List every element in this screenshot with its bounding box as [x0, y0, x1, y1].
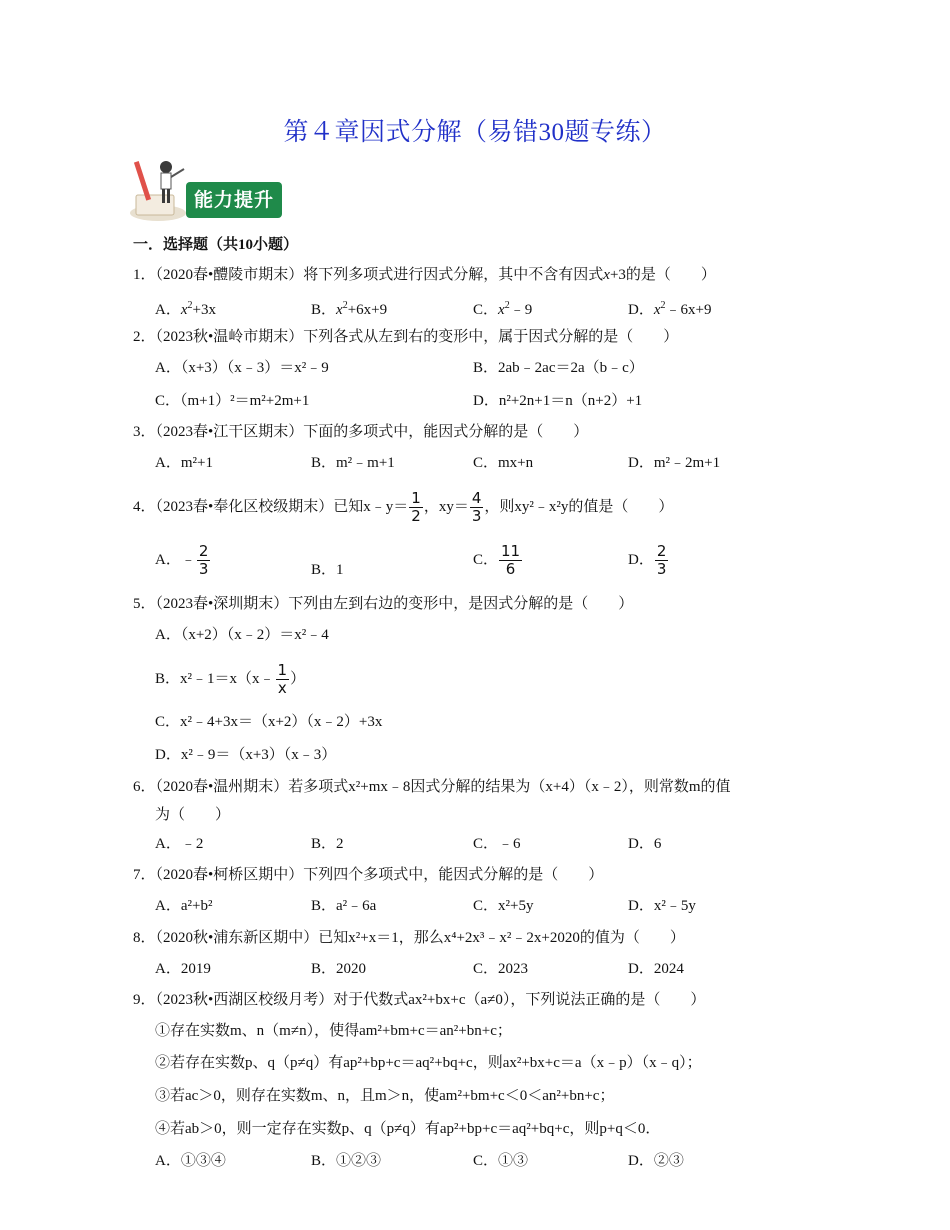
question-8-option-d: D．2024	[628, 961, 684, 977]
fraction-one-half: $\frac{1}{2}$	[411, 489, 421, 526]
question-9-option-b: B．①②③	[311, 1153, 382, 1169]
question-6-option-b: B．2	[311, 836, 344, 852]
question-1-option-a: A．$x^2+3x$	[155, 300, 216, 318]
page-title: 第４章因式分解（易错30题专练）	[283, 119, 667, 146]
question-6-option-c: C．﹣6	[473, 836, 521, 852]
question-9-option-d: D．②③	[628, 1153, 684, 1169]
question-4-option-d: D． $\frac{2}{3}$	[628, 542, 667, 579]
section-heading: 一．选择题（共10小题）	[133, 237, 299, 253]
question-3-option-d: D．m²﹣2m+1	[628, 455, 721, 471]
question-5-option-d: D．x²﹣9＝（x+3）（x﹣3）	[155, 747, 337, 763]
question-8-option-a: A．2019	[155, 961, 211, 977]
question-3-option-a: A．m²+1	[155, 455, 213, 471]
question-4-option-c: C． $\frac{11}{6}$	[473, 542, 521, 579]
question-4-option-b: B．1	[311, 562, 344, 578]
question-1-option-d: D．$x^2﹣6x+9$	[628, 300, 712, 318]
banner-label: 能力提升	[186, 182, 282, 218]
question-7-option-a: A．a²+b²	[155, 898, 213, 914]
question-7-stem: 7．（2020春•柯桥区期中）下列四个多项式中，能因式分解的是（ ）	[133, 867, 604, 883]
question-2-stem: 2．（2023秋•温岭市期末）下列各式从左到右的变形中，属于因式分解的是（ ）	[133, 329, 679, 345]
question-9-statement-2: ②若存在实数p、q（p≠q）有ap²+bp+c＝aq²+bq+c，则ax²+bx+c＝a（x﹣p）（x﹣q）；	[155, 1055, 702, 1071]
question-4-option-a: A．﹣ $\frac{2}{3}$	[155, 542, 209, 579]
question-3-option-b: B．m²﹣m+1	[311, 455, 395, 471]
question-9-option-a: A．①③④	[155, 1153, 226, 1169]
question-6-stem-cont: 为（ ）	[155, 807, 231, 823]
question-5-stem: 5．（2023春•深圳期末）下列由左到右边的变形中，是因式分解的是（ ）	[133, 596, 634, 612]
question-2-option-c: C．（m+1）²＝m²+2m+1	[155, 393, 310, 409]
question-1-stem: 1．（2020春•醴陵市期末）将下列多项式进行因式分解，其中不含有因式x+3的是（ ）	[133, 267, 716, 283]
fraction-four-thirds: $\frac{4}{3}$	[471, 489, 482, 526]
question-3-option-c: C．mx+n	[473, 455, 534, 471]
question-8-stem: 8．（2020秋•浦东新区期中）已知x²+x＝1，那么x⁴+2x³﹣x²﹣2x+2020的值为（ ）	[133, 930, 685, 946]
question-9-option-c: C．①③	[473, 1153, 529, 1169]
question-5-option-c: C．x²﹣4+3x＝（x+2）（x﹣2）+3x	[155, 714, 383, 730]
question-9-statement-3: ③若ac＞0，则存在实数m、n，且m＞n，使am²+bm+c＜0＜an²+bn+c；	[155, 1088, 615, 1104]
question-9-statement-4: ④若ab＞0，则一定存在实数p、q（p≠q）有ap²+bp+c＝aq²+bq+c，则p+q＜0．	[155, 1121, 661, 1137]
question-9-statement-1: ①存在实数m、n（m≠n），使得am²+bm+c＝an²+bn+c；	[155, 1023, 512, 1039]
question-6-option-a: A．﹣2	[155, 836, 204, 852]
ability-banner	[128, 155, 288, 225]
question-1-option-c: C．$x^2﹣9$	[473, 300, 533, 318]
question-7-option-b: B．a²﹣6a	[311, 898, 377, 914]
question-3-stem: 3．（2023春•江干区期末）下面的多项式中，能因式分解的是（ ）	[133, 424, 589, 440]
question-9-stem: 9．（2023秋•西湖区校级月考）对于代数式ax²+bx+c（a≠0），下列说法正确的是（ ）	[133, 992, 706, 1008]
question-2-option-d: D．n²+2n+1＝n（n+2）+1	[473, 393, 643, 409]
question-4-stem: 4．（2023春•奉化区校级期末）已知x﹣y＝ $\frac{1}{2}$ ，xy＝ $\frac{4}{3}$ ，则xy²﹣x²y的值是（ ）	[133, 489, 674, 526]
question-5-option-a: A．（x+2）（x﹣2）＝x²﹣4	[155, 627, 329, 643]
question-6-option-d: D．6	[628, 836, 662, 852]
question-8-option-c: C．2023	[473, 961, 529, 977]
question-5-option-b: B．x²﹣1＝x（x﹣ $\frac{1}{x}$ ）	[155, 661, 306, 698]
question-7-option-c: C．x²+5y	[473, 898, 534, 914]
question-1-option-b: B．$x^2+6x+9$	[311, 300, 388, 318]
question-8-option-b: B．2020	[311, 961, 367, 977]
question-7-option-d: D．x²﹣5y	[628, 898, 696, 914]
question-2-option-a: A．（x+3）（x﹣3）＝x²﹣9	[155, 360, 329, 376]
question-2-option-b: B．2ab﹣2ac＝2a（b﹣c）	[473, 360, 644, 376]
question-6-stem: 6．（2020春•温州期末）若多项式x²+mx﹣8因式分解的结果为（x+4）（x﹣2），则常数m的值	[133, 779, 731, 795]
